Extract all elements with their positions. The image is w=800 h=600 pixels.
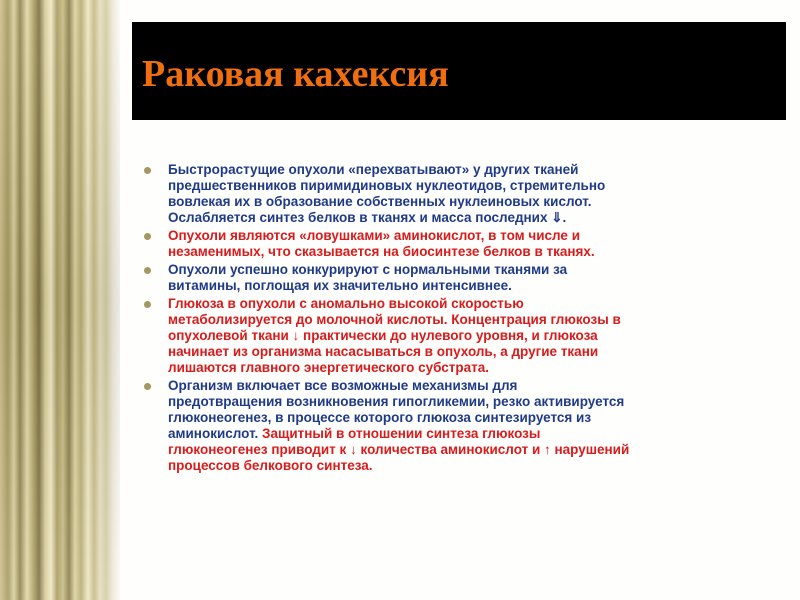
bullet-line: опухолевой ткани ↓ практически до нулевого уровня, и глюкоза — [168, 328, 598, 343]
bullet-dot-icon — [144, 267, 151, 274]
bullet-item — [144, 228, 784, 260]
decorative-gold-sidebar — [0, 0, 120, 600]
bullet-line: Опухоли успешно конкурируют с нормальными тканями за — [168, 262, 568, 277]
bullet-list — [144, 162, 784, 476]
bullet-line: глюконеогенез приводит к ↓ количества аминокислот и ↑ нарушений — [168, 442, 630, 457]
bullet-dot-icon — [144, 233, 151, 240]
bullet-line: вовлекая их в образование собственных нуклеиновых кислот. — [168, 194, 592, 209]
slide-title: Раковая кахексия — [142, 53, 449, 95]
bullet-dot-icon — [144, 383, 151, 390]
bullet-line: начинает из организма насасываться в опухоль, а другие ткани — [168, 344, 599, 359]
bullet-dot-icon — [144, 301, 151, 308]
bullet-line: процессов белкового синтеза. — [168, 458, 373, 473]
bullet-line: лишаются главного энергетического субстрата. — [168, 360, 490, 375]
bullet-line: Организм включает все возможные механизмы для — [168, 378, 518, 393]
title-banner — [132, 22, 786, 120]
bullet-text-blue: аминокислот. — [168, 426, 262, 441]
bullet-line: Быстрорастущие опухоли «перехватывают» у других тканей — [168, 162, 579, 177]
bullet-item — [144, 378, 784, 474]
bullet-line: Опухоли являются «ловушками» аминокислот, в том числе и — [168, 228, 580, 243]
bullet-line: глюконеогенез, в процессе которого глюкоза синтезируется из — [168, 410, 592, 425]
bullet-item — [144, 262, 784, 294]
bullet-line: витамины, поглощая их значительно интенсивнее. — [168, 278, 512, 293]
bullet-line-mixed — [168, 426, 784, 442]
bullet-line: Глюкоза в опухоли с аномально высокой скоростью — [168, 296, 524, 311]
bullet-line: Ослабляется синтез белков в тканях и масса последних ⇓. — [168, 210, 567, 225]
bullet-item — [144, 296, 784, 376]
bullet-item — [144, 162, 784, 226]
bullet-dot-icon — [144, 167, 151, 174]
bullet-line: предотвращения возникновения гипогликемии, резко активируется — [168, 394, 625, 409]
bullet-line: предшественников пиримидиновых нуклеотидов, стремительно — [168, 178, 606, 193]
bullet-line: незаменимых, что сказывается на биосинтезе белков в тканях. — [168, 244, 595, 259]
bullet-text-red: Защитный в отношении синтеза глюкозы — [262, 426, 541, 441]
bullet-line: метаболизируется до молочной кислоты. Концентрация глюкозы в — [168, 312, 621, 327]
